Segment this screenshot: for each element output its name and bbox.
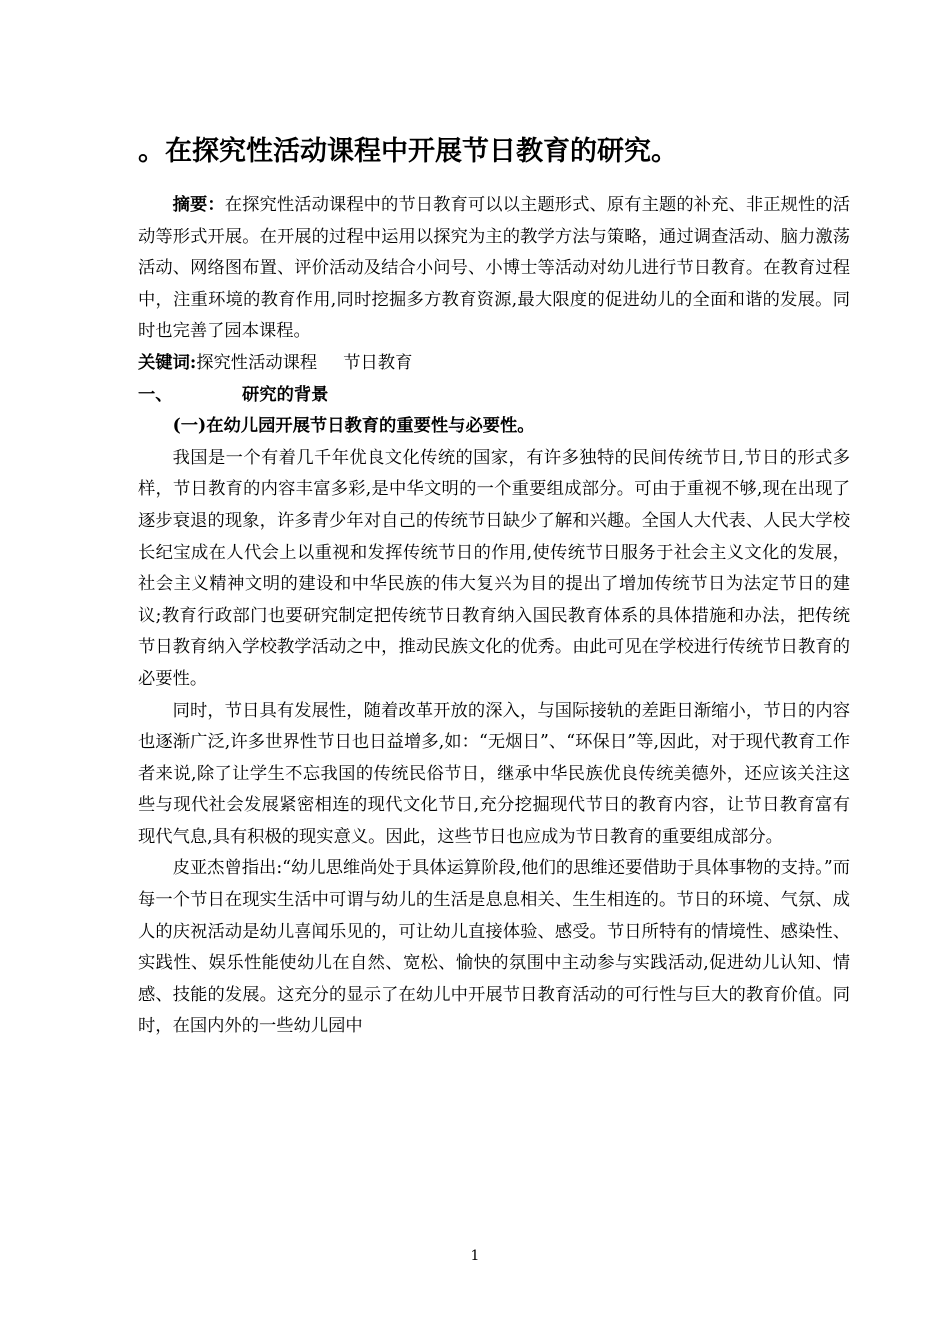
section-title: 研究的背景 — [242, 384, 329, 405]
document-body — [138, 126, 850, 1043]
abstract-text: 在探究性活动课程中的节日教育可以以主题形式、原有主题的补充、非正规性的活动等形式开展。在开展的过程中运用以探究为主的教学方法与策略，通过调查活动、脑力激荡活动、网络图布置、评价活动及结合小问号、小博士等活动对幼儿进行节日教育。在教育过程中，注重环境的教育作用,同时挖掘多方教育资源,最大限度的促进幼儿的全面和谐的发展。同时也完善了园本课程。 — [138, 195, 850, 342]
page-number: 1 — [470, 1248, 480, 1264]
title-prefix-mark: 。 — [138, 136, 165, 167]
section-number: 一、 — [138, 384, 173, 405]
keyword-item: 节日教育 — [343, 352, 413, 373]
abstract-paragraph — [138, 190, 850, 348]
keywords-label: 关键词: — [138, 352, 197, 373]
keyword-item: 探究性活动课程 — [196, 352, 318, 373]
body-paragraph: 皮亚杰曾指出:“幼儿思维尚处于具体运算阶段,他们的思维还要借助于具体事物的支持。”而每一个节日在现实生活中可谓与幼儿的生活是息息相关、生生相连的。节日的环境、气氛、成人的庆祝活动是幼儿喜闻乐见的，可让幼儿直接体验、感受。节日所特有的情境性、感染性、实践性、娱乐性能使幼儿在自然、宽松、愉快的氛围中主动参与实践活动,促进幼儿认知、情感、技能的发展。这充分的显示了在幼儿中开展节日教育活动的可行性与巨大的教育价值。同时，在国内外的一些幼儿园中 — [138, 858, 850, 1037]
abstract-label: 摘要： — [172, 195, 225, 215]
section-heading — [138, 380, 850, 412]
title-text: 在探究性活动课程中开展节日教育的研究 — [165, 136, 651, 167]
title-suffix-mark: 。 — [651, 136, 678, 167]
document-title — [138, 126, 850, 178]
body-paragraph: 同时，节日具有发展性，随着改革开放的深入，与国际接轨的差距日渐缩小，节日的内容也逐渐广泛,许多世界性节日也日益增多,如：“无烟日”、“环保日”等,因此，对于现代教育工作者来说,除了让学生不忘我国的传统民俗节日，继承中华民族优良传统美德外，还应该关注这些与现代社会发展紧密相连的现代文化节日,充分挖掘现代节日的教育内容，让节日教育富有现代气息,具有积极的现实意义。因此，这些节日也应成为节日教育的重要组成部分。 — [138, 700, 850, 847]
body-paragraph: 我国是一个有着几千年优良文化传统的国家，有许多独特的民间传统节日,节日的形式多样，节日教育的内容丰富多彩,是中华文明的一个重要组成部分。可由于重视不够,现在出现了逐步衰退的现象，许多青少年对自己的传统节日缺少了解和兴趣。全国人大代表、人民大学校长纪宝成在人代会上以重视和发挥传统节日的作用,使传统节日服务于社会主义文化的发展，社会主义精神文明的建设和中华民族的伟大复兴为目的提出了增加传统节日为法定节日的建议;教育行政部门也要研究制定把传统节日教育纳入国民教育体系的具体措施和办法，把传统节日教育纳入学校教学活动之中，推动民族文化的优秀。由此可见在学校进行传统节日教育的必要性。 — [138, 447, 850, 689]
keywords-line — [138, 348, 850, 380]
subsection-heading: (一)在幼儿园开展节日教育的重要性与必要性。 — [172, 416, 535, 437]
